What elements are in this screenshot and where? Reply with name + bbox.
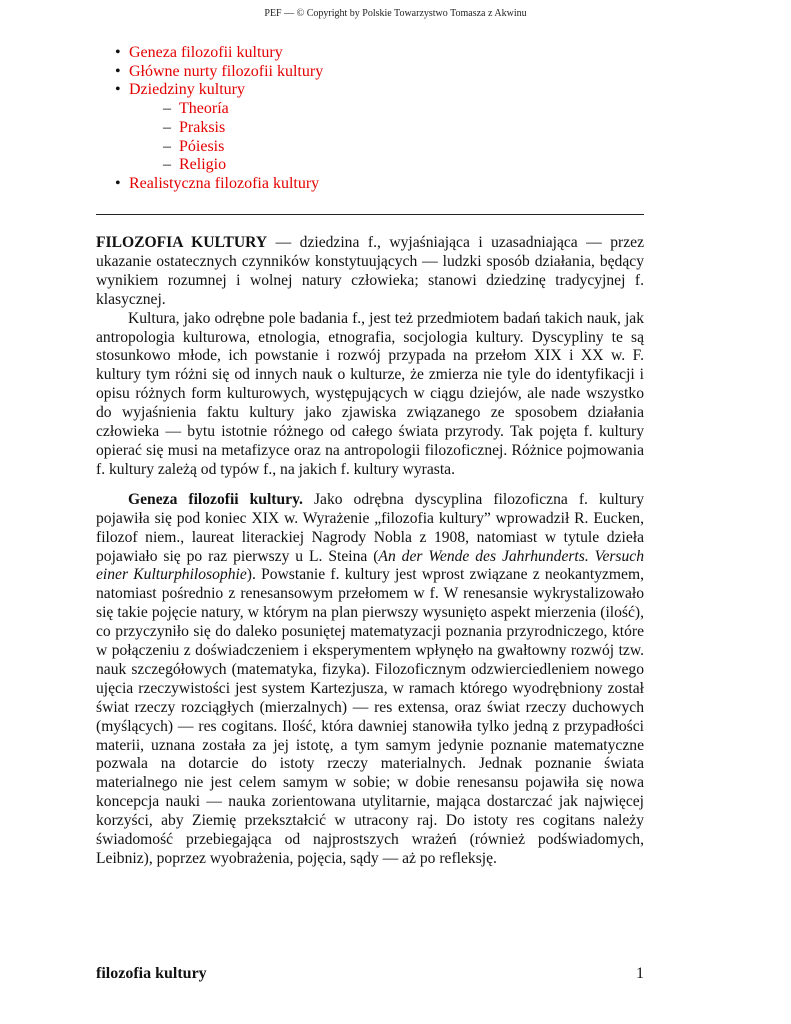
table-of-contents: [95, 44, 655, 194]
footer-title: filozofia kultury: [96, 965, 207, 982]
toc-item-realistic: [95, 175, 655, 194]
dash-icon: –: [163, 137, 171, 155]
dash-icon: –: [163, 100, 171, 118]
toc-subitem-poiesis: [129, 138, 655, 157]
toc-sublist: [129, 100, 655, 175]
toc-item-main-trends: [95, 63, 655, 82]
definition-text: — dziedzina f., wyjaśniająca i uzasadniająca — przez ukazanie ostatecznych czynników konstytuujących — ludzki sposób działania, będący wynikiem rozumnej i wolnej natury człowieka; stanowi dziedzinę tradycyjnej f. klasycznej.: [96, 234, 644, 308]
toc-subitem-praksis: [129, 119, 655, 138]
toc-link-theoria[interactable]: Theoría: [179, 100, 229, 118]
toc-link-religio[interactable]: Religio: [179, 156, 227, 174]
bullet-icon: •: [115, 174, 121, 192]
toc-link-realistic[interactable]: Realistyczna filozofia kultury: [129, 174, 320, 192]
bullet-icon: •: [115, 62, 121, 80]
toc-link-poiesis[interactable]: Póiesis: [179, 137, 225, 155]
book-title: An der Wende des Jahrhunderts. Versuch einer Kulturphilosophie: [96, 547, 645, 584]
page-number: 1: [636, 965, 644, 982]
horizontal-divider: [96, 214, 644, 215]
bullet-icon: •: [115, 44, 121, 61]
toc-link-genesis[interactable]: Geneza filozofii kultury: [129, 44, 283, 61]
genesis-text-b: ). Powstanie f. kultury jest wprost związane z neokantyzmem, natomiast pośrednio z renesansowym przełomem w f. W renesansie wykrystalizowało się takie pojęcie natury, w którym na plan pierwszy wysunięto aspekt mierzenia (ilość), co przyczyniło się do daleko posuniętej matematyzacji poznania przyrodniczego, które w połączeniu z doświadczeniem i eksperymentem wpłynęło na gwałtowny rozwój tzw. nauk szczegółowych (matematyka, fizyka). Filozoficznym odzwierciedleniem nowego ujęcia rzeczywistości jest system Kartezjusza, w ramach którego wyodrębniony został świat rzeczy rozciągłych (mierzalnych) — res extensa, oraz świat rzeczy duchowych (myślących) — res cogitans. Ilość, która dawniej stanowiła tylko jedną z przypadłości materii, uznana została za jej istotę, a tym samym jedynie poznanie matematyczne pozwala na dotarcie do istoty rzeczy materialnych. Jednak poznanie świata materialnego nie jest celem samym w sobie; w dobie renesansu pojawiła się nowa koncepcja nauki — nauka zorientowana utylitarnie, mająca dostarczać jak najwięcej korzyści, aby Ziemię przekształcić w utracony raj. Do istoty res cogitans należy świadomość przebiegająca od najprostszych wrażeń (również podświadomych, Leibniz), poprzez wyobrażenia, pojęcia, sądy — aż po refleksję.: [96, 566, 645, 867]
dash-icon: –: [163, 156, 171, 174]
intro-paragraph: Kultura, jako odrębne pole badania f., jest też przedmiotem badań takich nauk, jak antropologia kulturowa, etnologia, etnografia, socjologia kultury. Dyscypliny te są stosunkowo młode, ich powstanie i rozwój przypada na przełom XIX i XX w. F. kultury tym różni się od innych nauk o kulturze, że zmierza nie tyle do identyfikacji i opisu różnych form kulturowych, występujących w ciągu dziejów, ale nade wszystko do wyjaśnienia faktu kultury jako zjawiska związanego ze sposobem działania człowieka — bytu istotnie różnego od całego świata przyrody. Tak pojęta f. kultury opierać się musi na metafizyce oraz na antropologii filozoficznej. Różnice pojmowania f. kultury zależą od typów f., na jakich f. kultury wyrasta.: [96, 309, 644, 478]
toc-link-domains[interactable]: Dziedziny kultury: [129, 81, 245, 99]
toc-link-praksis[interactable]: Praksis: [179, 118, 226, 136]
genesis-text-a: Jako odrębna dyscyplina filozoficzna f. kultury pojawiła się pod koniec XIX w. Wyrażenie „filozofia kultury” wprowadził R. Eucken, filozof niem., laureat literackiej Nagrody Nobla z 1908, natomiast w tytule dzieła pojawiało się po raz pierwszy u L. Steina (: [96, 490, 644, 565]
toc-link-main-trends[interactable]: Główne nurty filozofii kultury: [129, 62, 324, 80]
toc-item-genesis: [95, 44, 655, 63]
toc-item-domains: [95, 81, 655, 175]
bullet-icon: •: [115, 81, 121, 99]
entry-term: FILOZOFIA KULTURY: [96, 234, 268, 251]
definition-paragraph: [96, 234, 644, 310]
dash-icon: –: [163, 118, 171, 136]
toc-subitem-religio: [129, 156, 655, 175]
section-heading-genesis: Geneza filozofii kultury.: [128, 490, 303, 508]
article-body: [96, 234, 644, 869]
page-header: PEF — © Copyright by Polskie Towarzystwo Tomasza z Akwinu: [264, 8, 527, 19]
genesis-paragraph: [96, 491, 644, 869]
toc-subitem-theoria: [129, 100, 655, 119]
